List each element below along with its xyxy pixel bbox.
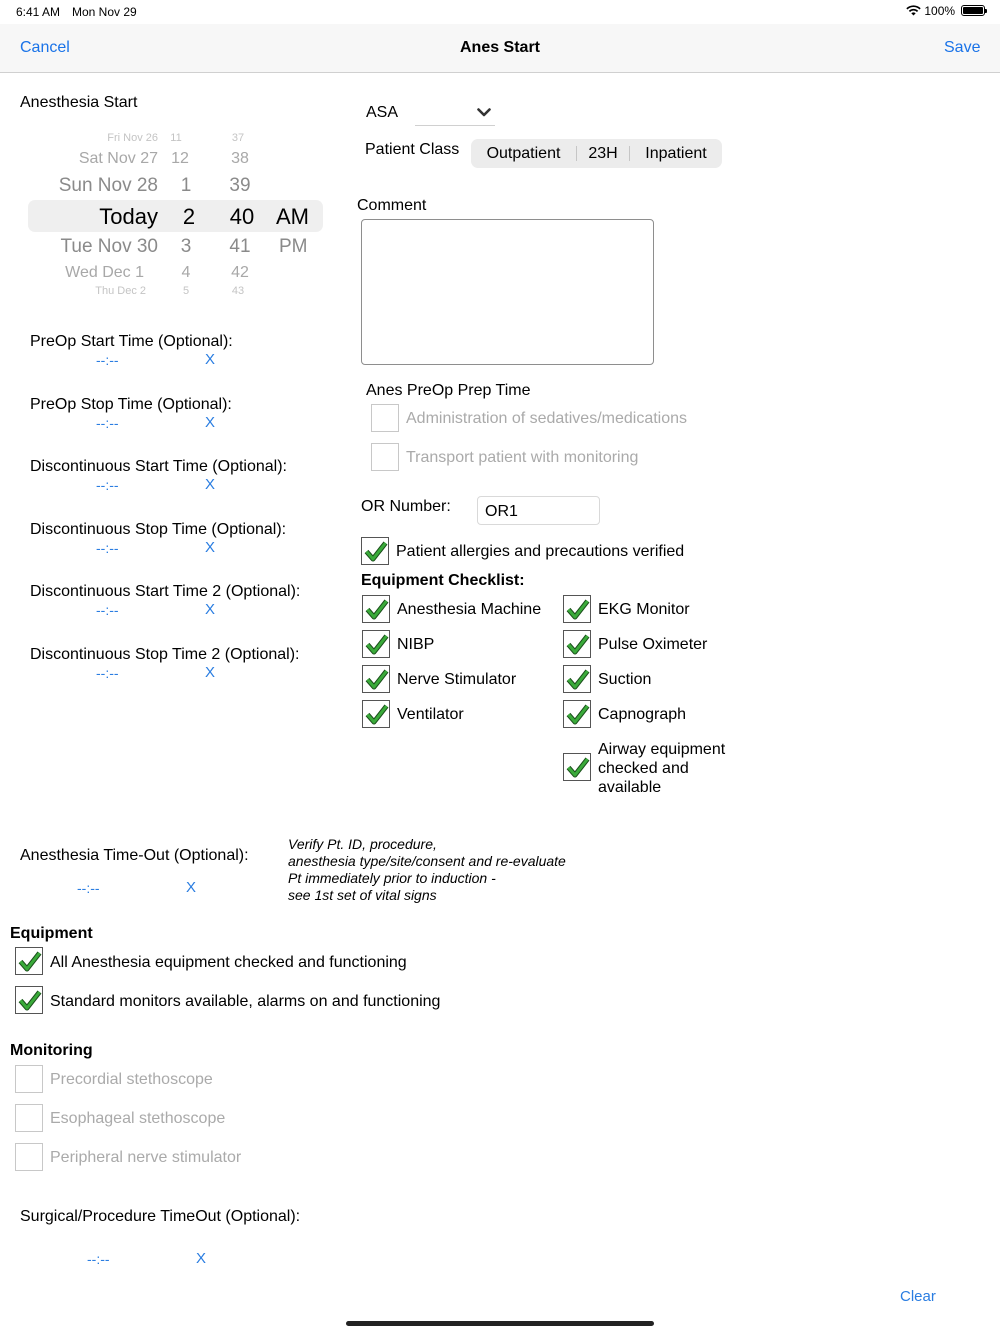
- picker-date[interactable]: Sat Nov 27: [78, 150, 158, 167]
- timeout-note-line: Verify Pt. ID, procedure,: [288, 836, 437, 852]
- picker-date[interactable]: Tue Nov 30: [60, 236, 158, 257]
- capnograph-label: Capnograph: [598, 706, 687, 723]
- timeout-note-line: anesthesia type/site/consent and re-evaluate: [288, 853, 566, 869]
- surgical-timeout-label: Surgical/Procedure TimeOut (Optional):: [20, 1208, 301, 1225]
- monitoring-title: Monitoring: [10, 1042, 93, 1059]
- picker-hour[interactable]: 1: [180, 175, 192, 196]
- equipment-functioning-label: All Anesthesia equipment checked and functioning: [50, 954, 407, 971]
- checkmark-icon: [566, 755, 590, 779]
- airway-equipment-checkbox[interactable]: [563, 753, 591, 781]
- patient-class-segmented-control[interactable]: [471, 139, 722, 168]
- timeout-clear-button[interactable]: X: [186, 879, 197, 896]
- clear-button[interactable]: Clear: [900, 1288, 936, 1305]
- sedatives-checkbox[interactable]: [371, 404, 399, 432]
- wifi-icon: [906, 5, 921, 16]
- ekg-monitor-checkbox[interactable]: [563, 595, 591, 623]
- equipment-functioning-checkbox[interactable]: [15, 947, 43, 975]
- standard-monitors-label: Standard monitors available, alarms on and functioning: [50, 993, 441, 1010]
- discont-stop-time[interactable]: --:--: [96, 540, 119, 556]
- picker-pm[interactable]: PM: [279, 236, 308, 257]
- timeout-time[interactable]: --:--: [77, 880, 100, 896]
- suction-checkbox[interactable]: [563, 665, 591, 693]
- checkmark-icon: [566, 632, 590, 656]
- picker-minute[interactable]: 38: [231, 150, 249, 167]
- preop-start-label: PreOp Start Time (Optional):: [30, 333, 233, 350]
- status-date: Mon Nov 29: [72, 5, 137, 19]
- picker-date[interactable]: Wed Dec 1: [65, 264, 144, 281]
- sedatives-label: Administration of sedatives/medications: [406, 410, 688, 427]
- surgical-timeout-time[interactable]: --:--: [87, 1251, 110, 1267]
- nibp-checkbox[interactable]: [362, 630, 390, 658]
- surgical-timeout-clear-button[interactable]: X: [196, 1250, 207, 1267]
- timeout-note-line: Pt immediately prior to induction -: [288, 870, 496, 886]
- capnograph-checkbox[interactable]: [563, 700, 591, 728]
- airway-equipment-label: [598, 740, 725, 797]
- discont-start-time[interactable]: --:--: [96, 477, 119, 493]
- timeout-note-line: see 1st set of vital signs: [288, 887, 437, 903]
- segment-outpatient[interactable]: Outpatient: [486, 145, 561, 162]
- peripheral-nerve-label: Peripheral nerve stimulator: [50, 1149, 242, 1166]
- save-button[interactable]: Save: [944, 39, 981, 56]
- preop-stop-label: PreOp Stop Time (Optional):: [30, 396, 232, 413]
- status-time: 6:41 AM: [16, 5, 61, 19]
- picker-am[interactable]: AM: [276, 204, 309, 229]
- picker-minute-selected[interactable]: 40: [229, 204, 255, 229]
- checkmark-icon: [365, 597, 389, 621]
- anesthesia-machine-checkbox[interactable]: [362, 595, 390, 623]
- or-number-label: OR Number:: [361, 498, 451, 515]
- discont-stop-clear-button[interactable]: X: [205, 539, 216, 556]
- anesthesia-start-label: Anesthesia Start: [20, 94, 138, 111]
- comment-label: Comment: [357, 197, 427, 214]
- home-indicator[interactable]: [346, 1321, 654, 1326]
- picker-hour[interactable]: 3: [180, 236, 192, 257]
- discont-start2-label: Discontinuous Start Time 2 (Optional):: [30, 583, 301, 600]
- checkmark-icon: [365, 702, 389, 726]
- checkmark-icon: [566, 702, 590, 726]
- anesthesia-machine-label: Anesthesia Machine: [397, 601, 542, 618]
- patient-class-label: Patient Class: [365, 141, 460, 158]
- preop-start-time[interactable]: --:--: [96, 352, 119, 368]
- preop-stop-time[interactable]: --:--: [96, 415, 119, 431]
- discont-stop2-label: Discontinuous Stop Time 2 (Optional):: [30, 646, 300, 663]
- checkmark-icon: [18, 988, 42, 1012]
- esophageal-checkbox[interactable]: [15, 1104, 43, 1132]
- picker-minute[interactable]: 37: [231, 132, 245, 144]
- checkmark-icon: [364, 539, 388, 563]
- picker-date[interactable]: Fri Nov 26: [107, 132, 158, 144]
- or-number-value: OR1: [485, 503, 518, 520]
- picker-hour[interactable]: 4: [181, 264, 191, 281]
- allergies-label: Patient allergies and precautions verified: [396, 543, 685, 560]
- picker-minute[interactable]: 39: [229, 175, 251, 196]
- segment-inpatient[interactable]: Inpatient: [645, 145, 707, 162]
- asa-label: ASA: [366, 104, 399, 121]
- discont-start2-time[interactable]: --:--: [96, 602, 119, 618]
- transport-checkbox[interactable]: [371, 443, 399, 471]
- discont-stop2-clear-button[interactable]: X: [205, 664, 216, 681]
- picker-minute[interactable]: 42: [231, 264, 249, 281]
- ekg-monitor-label: EKG Monitor: [598, 601, 690, 618]
- nav-bar: [0, 24, 1000, 73]
- chevron-down-icon: [477, 108, 491, 117]
- segment-23h[interactable]: 23H: [588, 145, 618, 162]
- preop-stop-clear-button[interactable]: X: [205, 414, 216, 431]
- cancel-button[interactable]: Cancel: [20, 39, 70, 56]
- status-right: [906, 4, 985, 18]
- picker-date-selected[interactable]: Today: [99, 204, 158, 229]
- ventilator-label: Ventilator: [397, 706, 464, 723]
- picker-minute[interactable]: 41: [229, 236, 251, 257]
- picker-date[interactable]: Sun Nov 28: [58, 175, 158, 196]
- equipment-checklist-title: Equipment Checklist:: [361, 572, 525, 589]
- preop-start-clear-button[interactable]: X: [205, 351, 216, 368]
- picker-date[interactable]: Thu Dec 2: [95, 285, 146, 297]
- peripheral-nerve-checkbox[interactable]: [15, 1143, 43, 1171]
- discont-start2-clear-button[interactable]: X: [205, 601, 216, 618]
- or-number-input[interactable]: [477, 496, 600, 525]
- checkmark-icon: [365, 632, 389, 656]
- battery-percent: 100%: [924, 4, 956, 18]
- checkmark-icon: [566, 597, 590, 621]
- esophageal-label: Esophageal stethoscope: [50, 1110, 226, 1127]
- timeout-label: Anesthesia Time-Out (Optional):: [20, 847, 249, 864]
- picker-hour[interactable]: 12: [171, 150, 189, 167]
- picker-hour[interactable]: 5: [182, 285, 190, 297]
- allergies-checkbox[interactable]: [361, 537, 389, 565]
- equipment-title: Equipment: [10, 925, 93, 942]
- suction-label: Suction: [598, 671, 652, 688]
- checkmark-icon: [566, 667, 590, 691]
- precordial-label: Precordial stethoscope: [50, 1071, 213, 1088]
- checkmark-icon: [365, 667, 389, 691]
- checkmark-icon: [18, 949, 42, 973]
- picker-hour[interactable]: 11: [170, 132, 182, 144]
- transport-label: Transport patient with monitoring: [406, 449, 639, 466]
- pulse-oximeter-label: Pulse Oximeter: [598, 636, 708, 653]
- nerve-stimulator-checkbox[interactable]: [362, 665, 390, 693]
- pulse-oximeter-checkbox[interactable]: [563, 630, 591, 658]
- comment-textarea[interactable]: [361, 219, 654, 365]
- preop-prep-label: Anes PreOp Prep Time: [366, 382, 531, 399]
- nerve-stimulator-label: Nerve Stimulator: [397, 671, 517, 688]
- discont-start-label: Discontinuous Start Time (Optional):: [30, 458, 287, 475]
- airway-line: checked and: [598, 760, 689, 777]
- picker-hour-selected[interactable]: 2: [182, 204, 196, 229]
- page-title: Anes Start: [459, 39, 541, 56]
- nibp-label: NIBP: [397, 636, 435, 653]
- picker-minute[interactable]: 43: [231, 285, 245, 297]
- discont-start-clear-button[interactable]: X: [205, 476, 216, 493]
- ventilator-checkbox[interactable]: [362, 700, 390, 728]
- battery-icon: [961, 5, 985, 16]
- airway-line: Airway equipment: [598, 741, 726, 758]
- timeout-note: [288, 836, 566, 904]
- precordial-checkbox[interactable]: [15, 1065, 43, 1093]
- asa-dropdown[interactable]: [415, 98, 495, 126]
- airway-line: available: [598, 779, 662, 796]
- discont-stop2-time[interactable]: --:--: [96, 665, 119, 681]
- standard-monitors-checkbox[interactable]: [15, 986, 43, 1014]
- discont-stop-label: Discontinuous Stop Time (Optional):: [30, 521, 287, 538]
